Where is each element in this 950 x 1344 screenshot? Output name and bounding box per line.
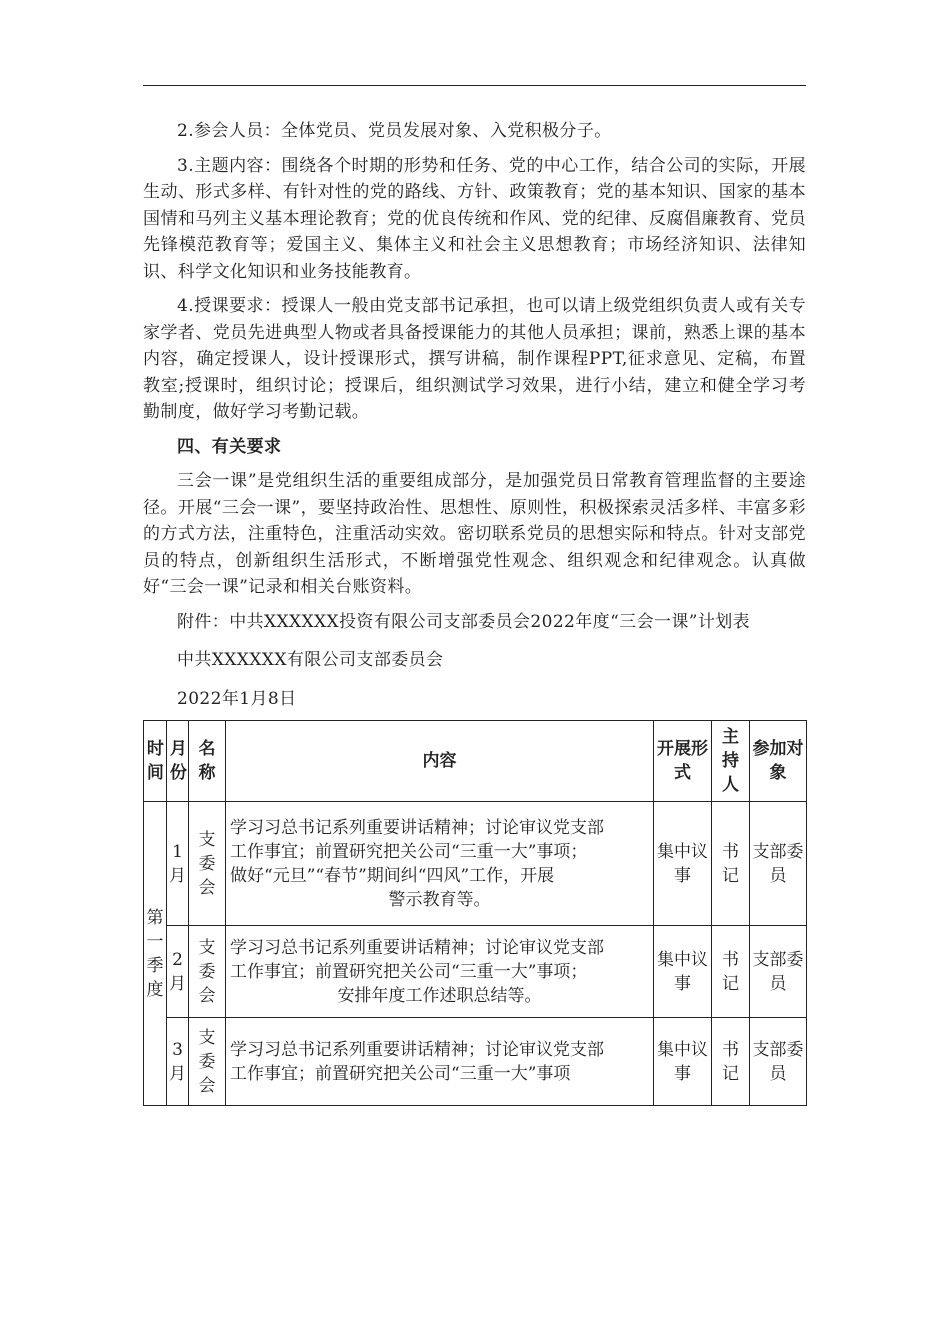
header-rule: [143, 85, 806, 86]
month-cell: 3月: [167, 1018, 189, 1106]
header-month: 月份: [167, 721, 189, 802]
paragraph-teaching-requirements: 4.授课要求：授课人一般由党支部书记承担，也可以请上级党组织负责人或有关专家学者、党员先进典型人物或者具备授课能力的其他人员承担；课前，熟悉上课的基本内容，确定授课人，设计授课形式，撰写讲稿，制作课程PPT,征求意见、定稿，布置教室;授课时，组织讨论；授课后，组织测试学习效果，进行小结，建立和健全学习考勤制度，做好学习考勤记载。: [143, 296, 806, 422]
form-cell: 集中议事: [654, 926, 712, 1018]
form-cell: 集中议事: [654, 802, 712, 926]
participants-cell: 支部委员: [750, 926, 807, 1018]
header-name: 名称: [189, 721, 226, 802]
participants-cell: 支部委员: [750, 1018, 807, 1106]
section-heading-requirements: 四、有关要求: [177, 436, 282, 457]
paragraph-topic-content: 3.主题内容：围绕各个时期的形势和任务、党的中心工作，结合公司的实际，开展生动、形式多样、有针对性的党的路线、方针、政策教育；党的基本知识、国家的基本国情和马列主义基本理论教育；党的优良传统和作风、党的纪律、反腐倡廉教育、党员先锋模范教育等；爱国主义、集体主义和社会主义思想教育；市场经济知识、法律知识、科学文化知识和业务技能教育。: [143, 155, 806, 282]
content-cell: 学习习总书记系列重要讲话精神；讨论审议党支部 工作事宜；前置研究把关公司“三重一大”事项； 做好“元旦”“春节”期间纠“四风”工作，开展 警示教育等。: [226, 802, 654, 926]
month-cell: 1月: [167, 802, 189, 926]
meeting-name-cell: 支委会: [189, 1018, 226, 1106]
document-body: [143, 118, 806, 1106]
participants-cell: 支部委员: [750, 802, 807, 926]
paragraph-attachment: 附件：中共XXXXXX投资有限公司支部委员会2022年度“三会一课”计划表: [177, 611, 751, 632]
table-row: [144, 802, 807, 926]
host-cell: 书记: [712, 926, 750, 1018]
paragraph-requirements: 三会一课”是党组织生活的重要组成部分，是加强党员日常教育管理监督的主要途径。开展“三会一课”，要坚持政治性、思想性、原则性，积极探索灵活多样、丰富多彩的方式方法，注重特色，注重活动实效。密切联系党员的思想实际和特点。针对支部党员的特点，创新组织生活形式，不断增强党性观念、组织观念和纪律观念。认真做好“三会一课”记录和相关台账资料。: [143, 471, 806, 597]
meeting-name-cell: 支委会: [189, 802, 226, 926]
content-cell: 学习习总书记系列重要讲话精神；讨论审议党支部 工作事宜；前置研究把关公司“三重一大”事项: [226, 1018, 654, 1106]
header-host: 主持人: [712, 721, 750, 802]
plan-table: [143, 720, 807, 1106]
header-time: 时间: [144, 721, 167, 802]
header-form: 开展形式: [654, 721, 712, 802]
signature-date: 2022年1月8日: [177, 688, 297, 709]
paragraph-attendees: 2.参会人员：全体党员、党员发展对象、入党积极分子。: [177, 121, 612, 141]
quarter-cell: 第一季度: [144, 802, 167, 1106]
header-content: 内容: [226, 721, 654, 802]
signature-org: 中共XXXXXX有限公司支部委员会: [177, 650, 444, 670]
content-cell: 学习习总书记系列重要讲话精神；讨论审议党支部 工作事宜；前置研究把关公司“三重一大”事项； 安排年度工作述职总结等。: [226, 926, 654, 1018]
table-row: [144, 1018, 807, 1106]
table-row: [144, 926, 807, 1018]
header-participants: 参加对象: [750, 721, 807, 802]
host-cell: 书记: [712, 1018, 750, 1106]
form-cell: 集中议事: [654, 1018, 712, 1106]
table-header-row: [144, 721, 807, 802]
host-cell: 书记: [712, 802, 750, 926]
meeting-name-cell: 支委会: [189, 926, 226, 1018]
month-cell: 2月: [167, 926, 189, 1018]
